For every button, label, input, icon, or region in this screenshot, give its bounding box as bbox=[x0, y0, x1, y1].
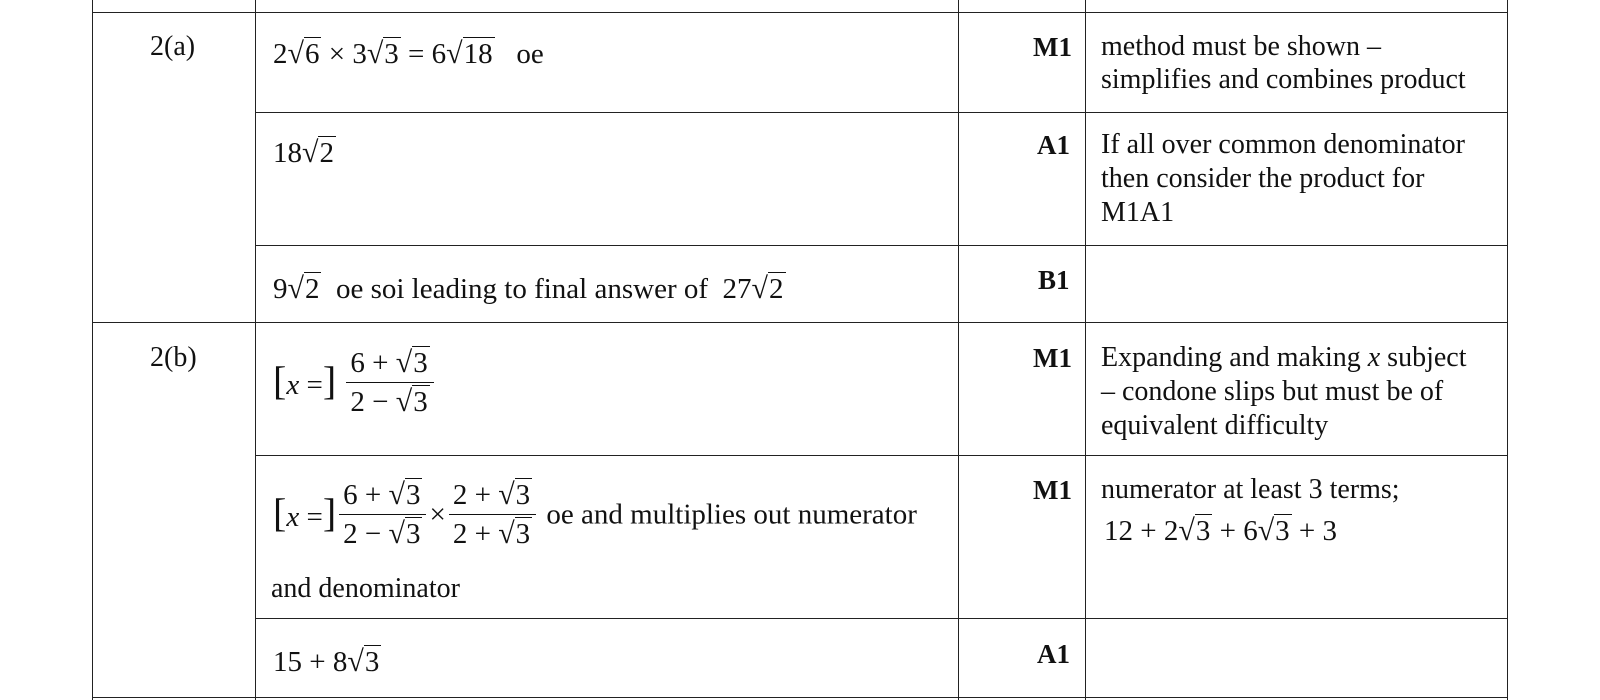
row-border bbox=[92, 697, 1508, 698]
mark-code: B1 bbox=[1038, 265, 1070, 295]
row-border bbox=[255, 618, 1508, 619]
col-border-question bbox=[255, 0, 256, 700]
guidance-line: – condone slips but must be of bbox=[1101, 376, 1444, 407]
fraction: $\frac{6 + √3}{2 - √3}$ bbox=[339, 476, 426, 553]
fraction: $\frac{6 + √3}{2 - √3}$ bbox=[346, 344, 433, 421]
guidance-line: equivalent difficulty bbox=[1101, 410, 1329, 441]
answer-expression: 2√6 × 3√3 = 6√18 oe bbox=[273, 37, 544, 70]
mark-code: M1 bbox=[1033, 32, 1072, 62]
col-border-marks bbox=[1085, 0, 1086, 700]
mark-code: A1 bbox=[1037, 639, 1070, 669]
col-border-answer bbox=[958, 0, 959, 700]
col-border-left bbox=[92, 0, 93, 700]
row-border bbox=[255, 112, 1508, 113]
answer-expression: 9√2 oe soi leading to final answer of 27√2 bbox=[273, 272, 784, 305]
guidance-line: If all over common denominator bbox=[1101, 129, 1465, 160]
row-border bbox=[92, 12, 1508, 13]
answer-expression: [x =] $\frac{6 + √3}{2 - √3}$ × $\frac{2 + √3}{2 + √3}$ oe and multiplies out numerator bbox=[273, 476, 917, 553]
question-number: 2(a) bbox=[150, 31, 196, 62]
answer-expression: 15 + 8√3 bbox=[273, 645, 380, 678]
mark-code: M1 bbox=[1033, 475, 1072, 505]
answer-expression bbox=[273, 344, 437, 421]
question-number: 2(b) bbox=[150, 342, 197, 373]
x-label: [x =] bbox=[273, 357, 337, 403]
row-border bbox=[255, 245, 1508, 246]
answer-text: and denominator bbox=[271, 573, 460, 604]
guidance-line: numerator at least 3 terms; bbox=[1101, 474, 1400, 505]
mark-code: A1 bbox=[1037, 130, 1070, 160]
row-border bbox=[255, 455, 1508, 456]
col-border-right bbox=[1507, 0, 1508, 700]
mark-code: M1 bbox=[1033, 343, 1072, 373]
guidance-line: simplifies and combines product bbox=[1101, 64, 1466, 95]
guidance-line: M1A1 bbox=[1101, 197, 1175, 228]
guidance-line: Expanding and making x subject bbox=[1101, 342, 1467, 373]
guidance-line: then consider the product for bbox=[1101, 163, 1425, 194]
row-border bbox=[92, 322, 1508, 323]
guidance-expression: 12 + 2√3 + 6√3 + 3 bbox=[1104, 514, 1338, 547]
guidance-line: method must be shown – bbox=[1101, 31, 1381, 62]
answer-expression: 18√2 bbox=[273, 136, 334, 169]
fraction: $\frac{2 + √3}{2 + √3}$ bbox=[449, 476, 536, 553]
